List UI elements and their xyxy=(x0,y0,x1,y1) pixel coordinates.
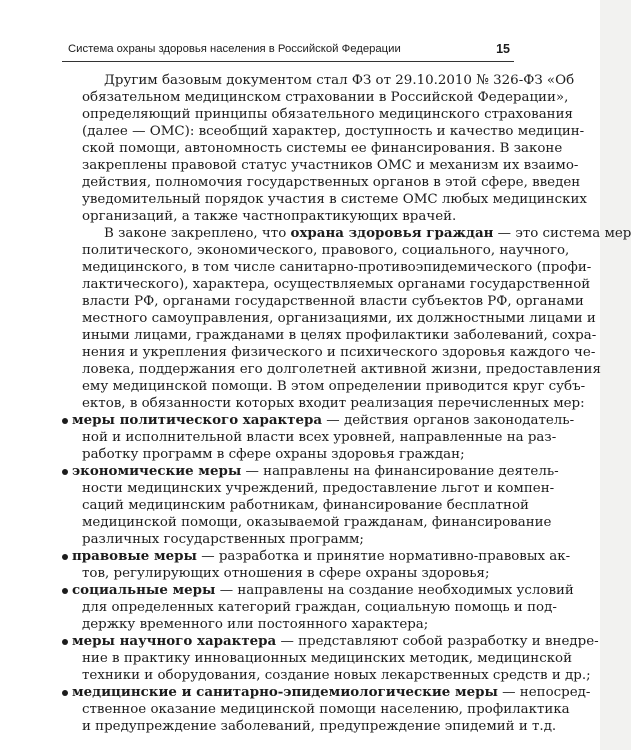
paragraph-2-line: ловека, поддержания его долголетней активной жизни, предоставления xyxy=(82,362,601,377)
list-item-line: держку временного или постоянного характера; xyxy=(82,617,429,632)
paragraph-2-line: нения и укрепления физического и психического здоровья каждого че- xyxy=(82,345,596,360)
page-number: 15 xyxy=(496,42,510,56)
measure-term: экономические меры xyxy=(72,463,242,479)
paragraph-2-line: ектов, в обязанности которых входит реализация перечисленных мер: xyxy=(82,396,585,411)
list-item-first-line: меры политического характера — действия органов законодатель- xyxy=(72,412,575,428)
paragraph-2-first-line: В законе закреплено, что охрана здоровья граждан — это система мер xyxy=(104,225,631,241)
paragraph-2-line: местного самоуправления, организациями, их должностными лицами и xyxy=(82,311,596,326)
list-item-first-line: экономические меры — направлены на финансирование деятель- xyxy=(72,463,559,479)
paragraph-1-line: организаций, а также частнопрактикующих врачей. xyxy=(82,209,457,224)
defined-term: охрана здоровья граждан xyxy=(290,225,494,241)
list-item-line: и предупреждение заболеваний, предупреждение эпидемий и т.д. xyxy=(82,719,557,734)
measure-term: меры политического характера xyxy=(72,412,323,428)
list-item-line: ности медицинских учреждений, предоставление льгот и компен- xyxy=(82,481,555,496)
bullet-icon xyxy=(62,690,68,696)
header-rule xyxy=(62,61,514,62)
bullet-icon xyxy=(62,554,68,560)
list-item-line: ной и исполнительной власти всех уровней, направленные на раз- xyxy=(82,430,557,445)
list-item-line: ственное оказание медицинской помощи населению, профилактика xyxy=(82,702,570,717)
bullet-icon xyxy=(62,418,68,424)
list-item-line: для определенных категорий граждан, социальную помощь и под- xyxy=(82,600,557,615)
paragraph-1-line: действия, полномочия государственных органов в этой сфере, введен xyxy=(82,175,581,190)
paragraph-1-line: уведомительный порядок участия в системе ОМС любых медицинских xyxy=(82,192,587,207)
bullet-icon xyxy=(62,588,68,594)
list-item-line: медицинской помощи, оказываемой гражданам, финансирование xyxy=(82,515,552,530)
list-item-line: саций медицинским работникам, финансирование бесплатной xyxy=(82,498,529,513)
running-header xyxy=(62,42,514,60)
running-header-title: Система охраны здоровья населения в Российской Федерации xyxy=(68,43,401,55)
list-item-first-line: меры научного характера — представляют собой разработку и внедре- xyxy=(72,633,599,649)
measure-term: меры научного характера xyxy=(72,633,277,649)
paragraph-2-line: лактического), характера, осуществляемых органами государственной xyxy=(82,277,591,292)
measure-term: медицинские и санитарно-эпидемиологические меры xyxy=(72,684,498,700)
paragraph-2-line: ему медицинской помощи. В этом определении приводится круг субъ- xyxy=(82,379,586,394)
paragraph-2-line: власти РФ, органами государственной власти субъектов РФ, органами xyxy=(82,294,584,309)
list-item-line: тов, регулирующих отношения в сфере охраны здоровья; xyxy=(82,566,490,581)
list-item-line: техники и оборудования, создание новых лекарственных средств и др.; xyxy=(82,668,591,683)
paragraph-1-line: обязательном медицинском страховании в Российской Федерации», xyxy=(82,90,569,105)
list-item-line: различных государственных программ; xyxy=(82,532,364,547)
paragraph-1-line: закреплены правовой статус участников ОМС и механизм их взаимо- xyxy=(82,158,579,173)
list-item-line: ние в практику инновационных медицинских методик, медицинской xyxy=(82,651,573,666)
bullet-icon xyxy=(62,639,68,645)
paragraph-1-line: Другим базовым документом стал ФЗ от 29.10.2010 № 326-ФЗ «Об xyxy=(104,73,575,88)
measure-term: правовые меры xyxy=(72,548,197,564)
list-item-first-line: социальные меры — направлены на создание необходимых условий xyxy=(72,582,574,598)
list-item-line: работку программ в сфере охраны здоровья граждан; xyxy=(82,447,465,462)
paragraph-2-line: иными лицами, гражданами в целях профилактики заболеваний, сохра- xyxy=(82,328,597,343)
paragraph-1-line: определяющий принципы обязательного медицинского страхования xyxy=(82,107,573,122)
paragraph-2-line: политического, экономического, правового, социального, научного, xyxy=(82,243,570,258)
bullet-icon xyxy=(62,469,68,475)
list-item-first-line: правовые меры — разработка и принятие нормативно-правовых ак- xyxy=(72,548,571,564)
paragraph-1-line: (далее — ОМС): всеобщий характер, доступность и качество медицин- xyxy=(82,124,585,139)
paragraph-2-line: медицинского, в том числе санитарно-противоэпидемического (профи- xyxy=(82,260,592,275)
measure-term: социальные меры xyxy=(72,582,216,598)
paragraph-1-line: ской помощи, автономность системы ее финансирования. В законе xyxy=(82,141,563,156)
list-item-first-line: медицинские и санитарно-эпидемиологические меры — непосред- xyxy=(72,684,591,700)
